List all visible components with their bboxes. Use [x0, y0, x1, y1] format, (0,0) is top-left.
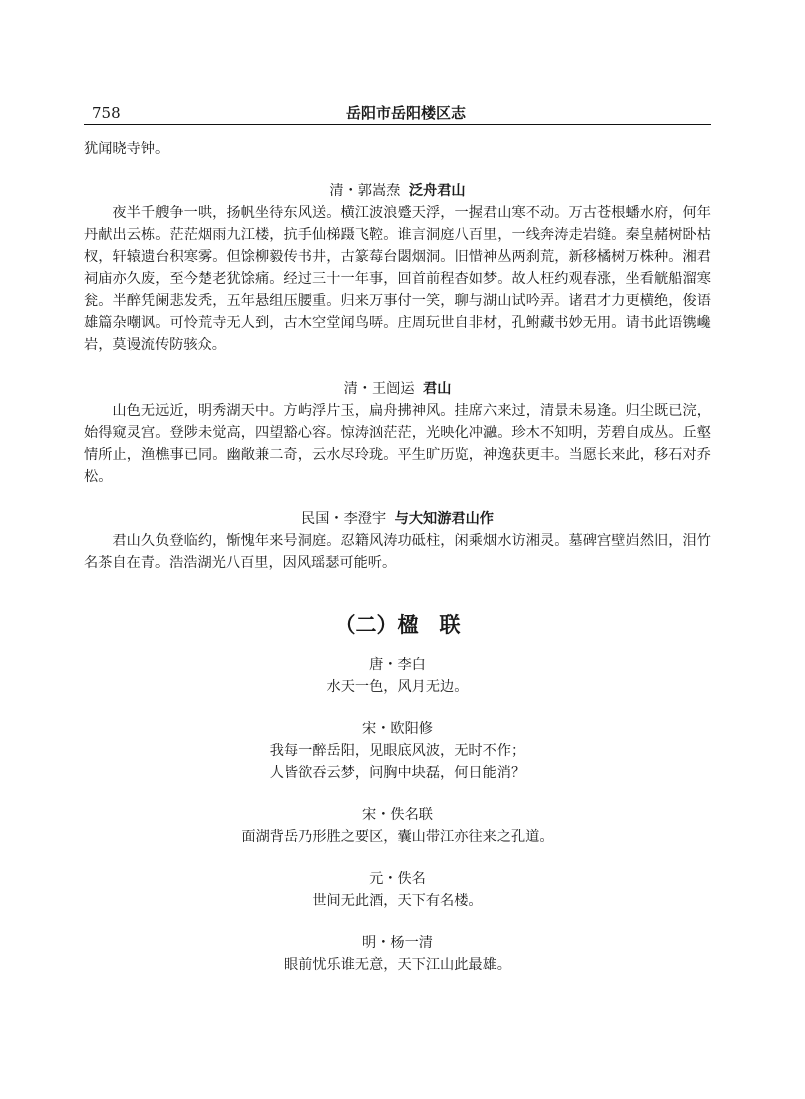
- poem-heading: [84, 508, 711, 530]
- couplet-line: 我每一醉岳阳，见眼底风波，无时不作；: [269, 743, 526, 759]
- couplet-line: 眼前忧乐谁无意，天下江山此最雄。: [283, 957, 511, 973]
- poem-body: 君山久负登临约，惭愧年来号洞庭。忍籍风涛功砥柱，闲乘烟水访湘灵。墓碑宫壁岿然旧，泪竹名茶自在青。浩浩湖光八百里，因风瑶瑟可能听。: [84, 533, 711, 571]
- page-number: 758: [92, 104, 121, 122]
- couplet-attribution: 明・杨一清: [362, 935, 433, 951]
- poem-attribution: 清・王闿运: [343, 381, 415, 397]
- couplet-line: 面湖背岳乃形胜之要区，囊山带江亦往来之孔道。: [241, 829, 554, 845]
- couplet-line: 世间无此酒，天下有名楼。: [312, 893, 483, 909]
- poem-body: 山色无远近，明秀湖天中。方屿浮片玉，扁舟拂神风。挂席六来过，清景未易逢。归尘既已浣，始得窥灵宫。登陟未觉高，四望豁心容。惊涛汹茫茫，光映化冲瀜。珍木不知明，芳碧自成丛。丘壑情所止，渔樵事已同。幽敞兼二奇，云水尽玲珑。平生旷历览，神逸获更丰。当愿长来此，移石对乔松。: [84, 403, 711, 485]
- poem-attribution: 清・郭嵩焘: [329, 183, 401, 199]
- poem-body: 夜半千艘争一哄，扬帆坐待东风送。横江波浪蹙天浮，一握君山寒不动。万古苍根蟠水府，何年丹献出云栋。茫茫烟雨九江楼，抗手仙梯蹑飞鞚。谁言洞庭八百里，一线奔涛走岩缝。秦皇赭树卧枯杈，轩辕遗台积寒雾。但馀柳毅传书井，古篆莓台閟烟洞。旧惜神丛两刹荒，新移橘树万株种。湘君祠庙亦久废，至今楚老犹馀痛。经过三十一年事，回首前程杳如梦。故人枉约观春涨，坐看觥船溜寒瓮。半醉凭阑悲发秃，五年悬组压腰重。归来万事付一笑，聊与湖山试吟弄。诸君才力更横绝，俊语雄篇杂嘲讽。可怜荒寺无人到，古木空堂闻鸟哢。庄周玩世自非材，孔鲋藏书妙无用。请书此语镌巉岩，莫谩流传防骇众。: [84, 205, 711, 353]
- section-title: （二）楹 联: [334, 613, 461, 637]
- poem-heading: [84, 378, 711, 400]
- couplet-attribution: 元・佚名: [369, 871, 426, 887]
- poem-attribution: 民国・李澄宇: [301, 511, 387, 527]
- couplet-line: 水天一色，风月无边。: [326, 679, 469, 695]
- poem-title: 君山: [423, 381, 452, 397]
- poem-heading: [84, 180, 711, 202]
- poem-title: 泛舟君山: [408, 183, 466, 199]
- poem-title: 与大知游君山作: [394, 511, 494, 527]
- couplet-attribution: 宋・佚名联: [362, 807, 433, 823]
- couplet-attribution: 唐・李白: [369, 657, 426, 673]
- carryover-line: 犹闻晓寺钟。: [84, 141, 170, 157]
- page-body: [84, 138, 711, 976]
- header-rule: [84, 124, 711, 125]
- couplet-attribution: 宋・欧阳修: [362, 721, 433, 737]
- running-title: 岳阳市岳阳楼区志: [345, 104, 466, 122]
- couplet-line: 人皆欲吞云梦，问胸中块磊，何日能消？: [269, 765, 526, 781]
